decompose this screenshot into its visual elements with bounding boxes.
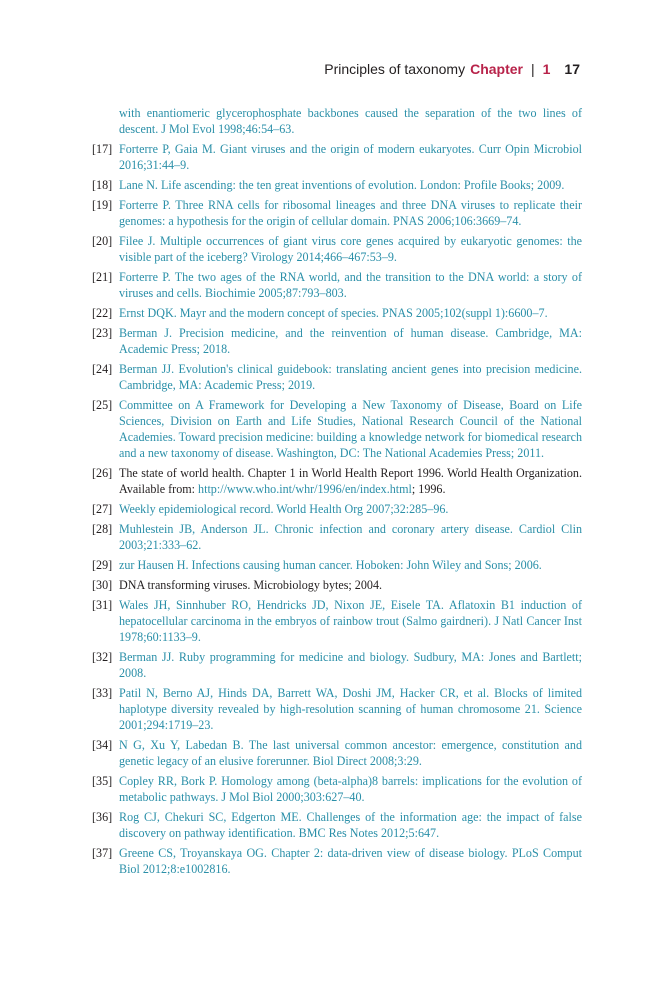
reference-19 bbox=[92, 197, 582, 229]
reference-24 bbox=[92, 361, 582, 393]
reference-36 bbox=[92, 809, 582, 841]
reference-text[interactable]: N G, Xu Y, Labedan B. The last universal common ancestor: emergence, constitution and genetic legacy of an elusive forerunner. Biol Direct 2008;3:29. bbox=[119, 738, 582, 768]
reference-number: [30] bbox=[92, 578, 113, 592]
reference-30 bbox=[92, 577, 582, 593]
reference-text[interactable]: Rog CJ, Chekuri SC, Edgerton ME. Challenges of the information age: the impact of false discovery on pathway identification. BMC Res Notes 2012;5:647. bbox=[119, 810, 582, 840]
reference-17 bbox=[92, 141, 582, 173]
reference-26 bbox=[92, 465, 582, 497]
reference-url-link[interactable]: http://www.who.int/whr/1996/en/index.html bbox=[198, 482, 412, 496]
reference-number: [27] bbox=[92, 502, 113, 516]
reference-27 bbox=[92, 501, 582, 517]
reference-number: [34] bbox=[92, 738, 113, 752]
reference-list bbox=[92, 105, 582, 881]
reference-number: [19] bbox=[92, 198, 113, 212]
reference-number: [28] bbox=[92, 522, 113, 536]
reference-18 bbox=[92, 177, 582, 193]
reference-text[interactable]: zur Hausen H. Infections causing human cancer. Hoboken: John Wiley and Sons; 2006. bbox=[119, 558, 542, 572]
reference-number: [35] bbox=[92, 774, 113, 788]
reference-number: [32] bbox=[92, 650, 113, 664]
chapter-number: 1 bbox=[542, 61, 551, 77]
reference-number: [22] bbox=[92, 306, 113, 320]
reference-29 bbox=[92, 557, 582, 573]
reference-23 bbox=[92, 325, 582, 357]
reference-number: [21] bbox=[92, 270, 113, 284]
reference-number: [33] bbox=[92, 686, 113, 700]
reference-text[interactable]: Forterre P. Three RNA cells for ribosomal lineages and three DNA viruses to replicate their genomes: a hypothesis for the origin of cellular domain. PNAS 2006;106:3669–74. bbox=[119, 198, 582, 228]
reference-text[interactable]: Berman J. Precision medicine, and the reinvention of human disease. Cambridge, MA: Academic Press; 2018. bbox=[119, 326, 582, 356]
reference-number: [18] bbox=[92, 178, 113, 192]
reference-number: [17] bbox=[92, 142, 113, 156]
reference-text bbox=[119, 465, 582, 497]
reference-32 bbox=[92, 649, 582, 681]
reference-21 bbox=[92, 269, 582, 301]
reference-22 bbox=[92, 305, 582, 321]
reference-text[interactable]: Copley RR, Bork P. Homology among (beta-alpha)8 barrels: implications for the evolution of metabolic pathways. J Mol Biol 2000;303:627–40. bbox=[119, 774, 582, 804]
reference-20 bbox=[92, 233, 582, 265]
reference-25 bbox=[92, 397, 582, 461]
reference-text[interactable]: Committee on A Framework for Developing a New Taxonomy of Disease, Board on Life Sciences, Division on Earth and Life Studies, National Research Council of the National Academies. Toward precision medicine: building a knowledge network for biomedical research and a new taxonomy of disease. Washington, DC: The National Academies Press; 2011. bbox=[119, 398, 582, 460]
chapter-label: Chapter bbox=[470, 61, 523, 77]
reference-text[interactable]: with enantiomeric glycerophosphate backbones caused the separation of the two lines of descent. J Mol Evol 1998;46:54–63. bbox=[119, 106, 582, 136]
reference-text[interactable]: Berman JJ. Evolution's clinical guidebook: translating ancient genes into precision medicine. Cambridge, MA: Academic Press; 2019. bbox=[119, 362, 582, 392]
page-number: 17 bbox=[564, 61, 580, 77]
reference-number: [24] bbox=[92, 362, 113, 376]
reference-37 bbox=[92, 845, 582, 877]
reference-text[interactable]: Berman JJ. Ruby programming for medicine and biology. Sudbury, MA: Jones and Bartlett; 2008. bbox=[119, 650, 582, 680]
reference-33 bbox=[92, 685, 582, 733]
reference-text[interactable]: Filee J. Multiple occurrences of giant virus core genes acquired by eukaryotic genomes: the visible part of the iceberg? Virology 2014;466–467:53–9. bbox=[119, 234, 582, 264]
reference-number: [37] bbox=[92, 846, 113, 860]
running-head bbox=[324, 61, 580, 77]
reference-text[interactable]: Lane N. Life ascending: the ten great inventions of evolution. London: Profile Books; 2009. bbox=[119, 178, 565, 192]
reference-number: [31] bbox=[92, 598, 113, 612]
reference-number: [36] bbox=[92, 810, 113, 824]
reference-31 bbox=[92, 597, 582, 645]
reference-number: [23] bbox=[92, 326, 113, 340]
reference-number: [20] bbox=[92, 234, 113, 248]
reference-text-after: ; 1996. bbox=[411, 482, 446, 496]
reference-number: [26] bbox=[92, 466, 113, 480]
reference-34 bbox=[92, 737, 582, 769]
reference-number: [29] bbox=[92, 558, 113, 572]
reference-number: [25] bbox=[92, 398, 113, 412]
reference-text[interactable]: Patil N, Berno AJ, Hinds DA, Barrett WA, Doshi JM, Hacker CR, et al. Blocks of limited haplotype diversity revealed by high-resolution scanning of human chromosome 21. Science 2001;294:1719–23. bbox=[119, 686, 582, 732]
header-separator: | bbox=[530, 61, 535, 77]
reference-text[interactable]: Weekly epidemiological record. World Health Org 2007;32:285–96. bbox=[119, 502, 449, 516]
reference-text[interactable]: Muhlestein JB, Anderson JL. Chronic infection and coronary artery disease. Cardiol Clin 2003;21:333–62. bbox=[119, 522, 582, 552]
reference-text: DNA transforming viruses. Microbiology bytes; 2004. bbox=[119, 578, 383, 592]
reference-35 bbox=[92, 773, 582, 805]
running-title: Principles of taxonomy bbox=[324, 61, 466, 77]
reference-text[interactable]: Ernst DQK. Mayr and the modern concept of species. PNAS 2005;102(suppl 1):6600–7. bbox=[119, 306, 548, 320]
reference-continued bbox=[92, 105, 582, 137]
reference-text[interactable]: Forterre P. The two ages of the RNA world, and the transition to the DNA world: a story of viruses and cells. Biochimie 2005;87:793–803. bbox=[119, 270, 582, 300]
reference-text[interactable]: Forterre P, Gaia M. Giant viruses and the origin of modern eukaryotes. Curr Opin Microbiol 2016;31:44–9. bbox=[119, 142, 582, 172]
reference-28 bbox=[92, 521, 582, 553]
reference-text[interactable]: Wales JH, Sinnhuber RO, Hendricks JD, Nixon JE, Eisele TA. Aflatoxin B1 induction of hepatocellular carcinoma in the embryos of rainbow trout (Salmo gairdneri). J Natl Cancer Inst 1978;60:1133–9. bbox=[119, 598, 582, 644]
reference-text[interactable]: Greene CS, Troyanskaya OG. Chapter 2: data-driven view of disease biology. PLoS Comput Biol 2012;8:e1002816. bbox=[119, 846, 582, 876]
reference-text-before: The state of world health. Chapter 1 in World Health Report 1996. World Health Organization. Available from: bbox=[119, 466, 582, 496]
